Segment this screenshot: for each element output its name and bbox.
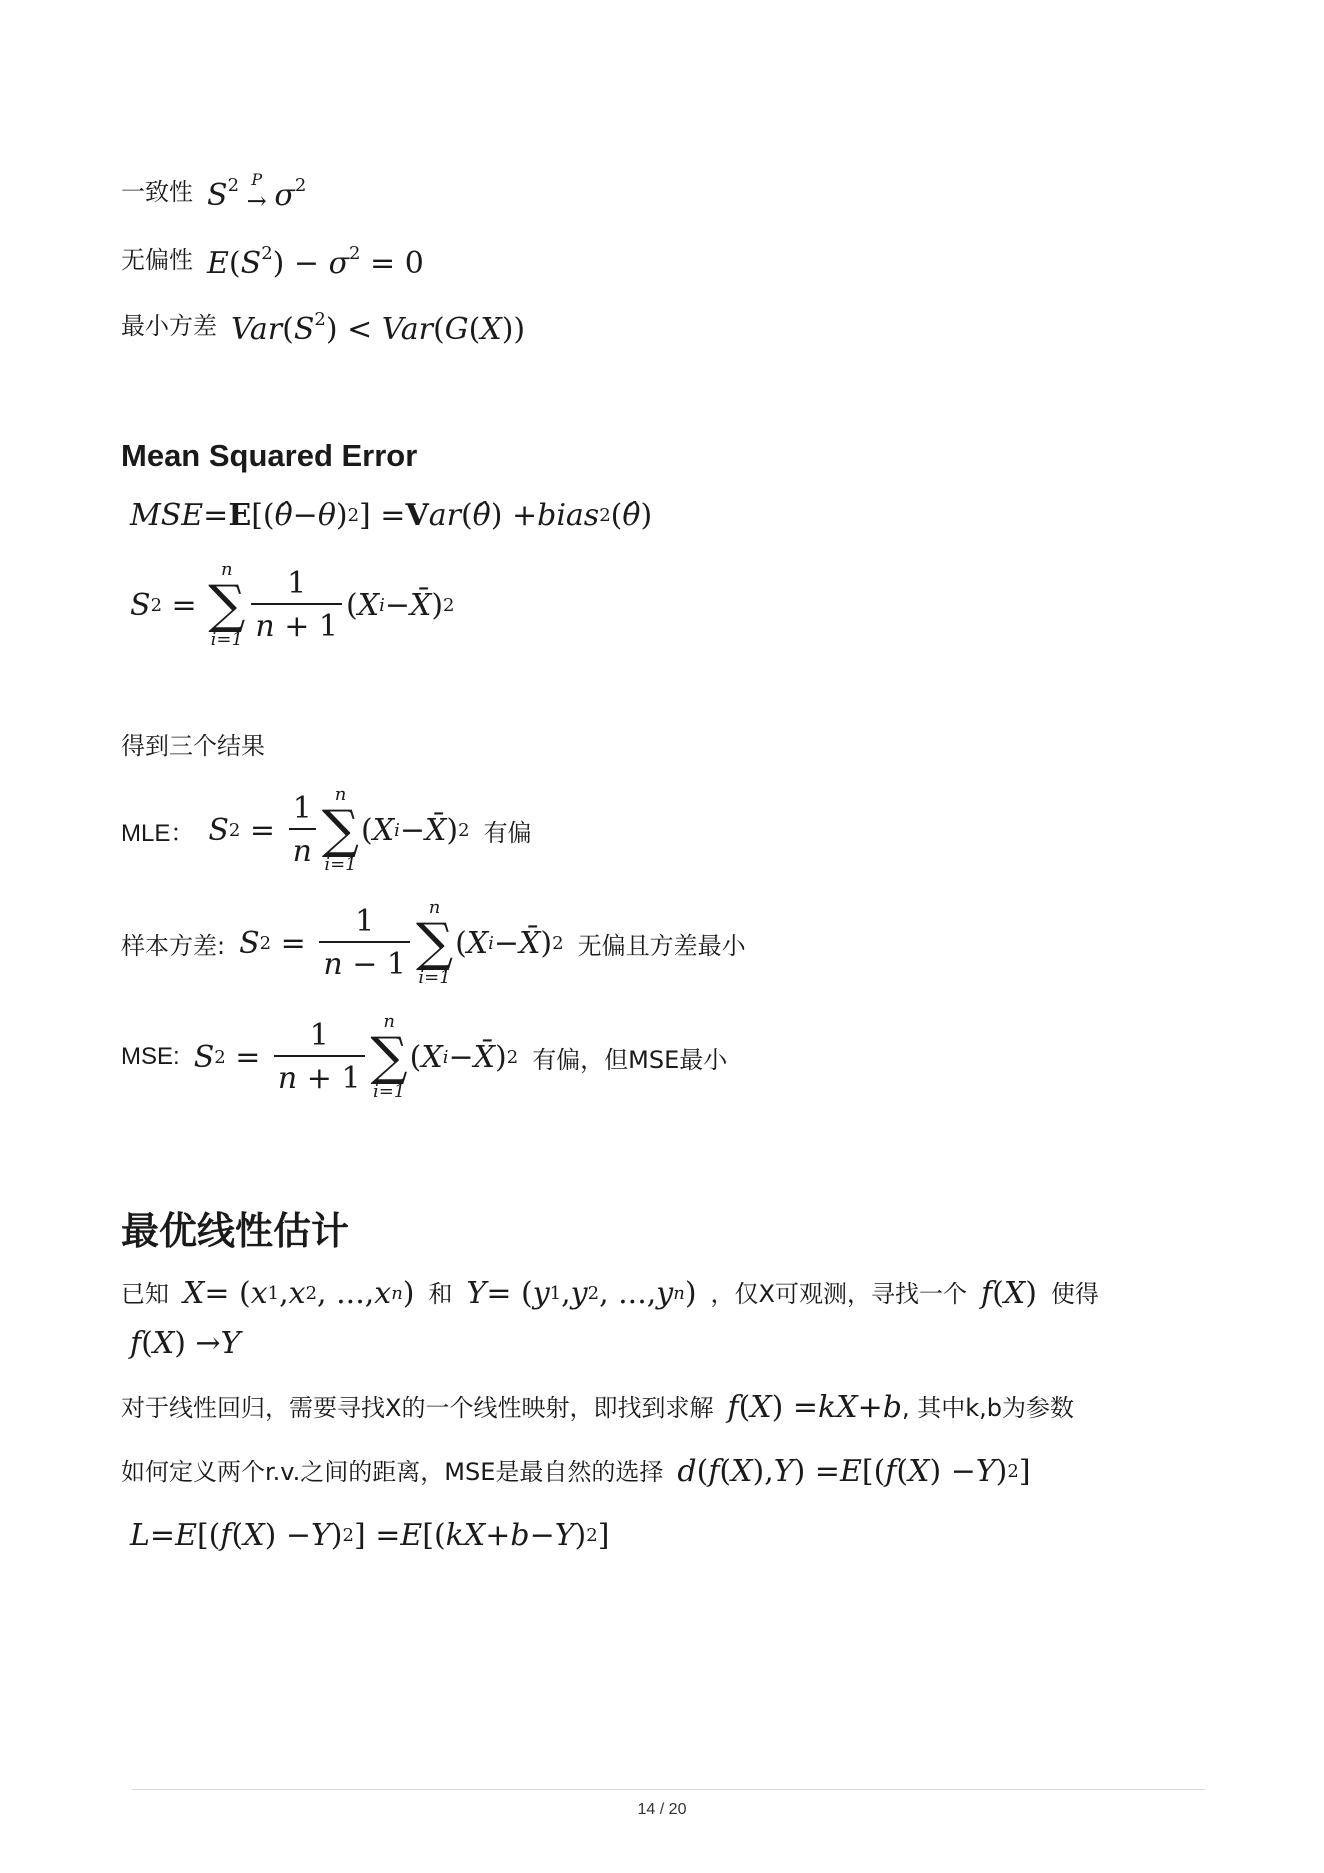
mse-estimator-line: MSE: S 2 = $\frac{1}{n + 1}$ n ∑ i=1 ( X i − X̄ ) 2 有偏，但MSE最小 — [121, 1011, 728, 1102]
linear-para-2: 对于线性回归，需要寻找X的一个线性映射，即找到求解 f ( X ) = kX + b , 其中k,b为参数 — [121, 1390, 1074, 1425]
footer-divider — [132, 1789, 1205, 1790]
mse-note: 有偏，但MSE最小 — [532, 1045, 728, 1074]
p1-text-d: 使得 — [1050, 1280, 1099, 1308]
results-intro: 得到三个结果 — [121, 732, 265, 760]
p1-text-a: 已知 — [121, 1280, 169, 1308]
unbiased-formula: $E(S^2) - \sigma^2 = 0$ — [207, 243, 424, 281]
sample-label: 样本方差: — [121, 931, 226, 960]
sample-note: 无偏且方差最小 — [577, 931, 746, 960]
linear-para-1-cont: f ( X ) → Y — [130, 1326, 241, 1361]
page-indicator: 14 / 20 — [637, 1801, 687, 1818]
s2-formula-n-plus-1: S 2 = n ∑ i=1 $\frac{1}{n + 1}$ ( X i − X̄ ) 2 — [130, 559, 455, 650]
minvar-label: 最小方差 — [121, 311, 217, 340]
consistency-label: 一致性 — [121, 177, 193, 206]
mse-heading: Mean Squared Error — [121, 438, 418, 473]
mle-note: 有偏 — [483, 818, 532, 847]
unbiased-label: 无偏性 — [121, 245, 193, 274]
consistency-line — [121, 170, 306, 213]
mse-definition: MSE = E [( θ̂ − θ ) 2 ] = V ar ( θ̂ ) + bias 2 ( θ̂ ) — [130, 498, 653, 533]
mle-label: MLE： — [121, 819, 195, 847]
consistency-formula: $S^2$ P → $\sigma^2$ — [207, 170, 307, 215]
linear-para-3: 如何定义两个r.v.之间的距离，MSE是最自然的选择 d ( f ( X ), Y ) = E [( f ( X ) − Y ) 2 ] — [121, 1454, 1031, 1489]
p3-text-a: 如何定义两个r.v.之间的距离，MSE是最自然的选择 — [121, 1458, 664, 1486]
p2-text-a: 对于线性回归，需要寻找X的一个线性映射，即找到求解 — [121, 1394, 714, 1422]
mse-label: MSE: — [121, 1043, 180, 1070]
linear-para-1: 已知 X = ( x 1 , x 2 , ..., x n ) 和 Y = ( y 1 , y 2 , ..., y n ) ，仅X可观测，寻找一个 f ( X ) 使得 — [121, 1276, 1099, 1311]
loss-formula: L = E [( f ( X ) − Y ) 2 ] = E [( kX + b − Y ) 2 ] — [130, 1518, 610, 1553]
p1-text-b: 和 — [428, 1280, 453, 1308]
p2-text-b: , 其中k,b为参数 — [901, 1394, 1074, 1422]
unbiased-line — [121, 238, 424, 281]
minvar-formula: $Var(S^2) < Var(G(X))$ — [231, 309, 526, 347]
mle-line: MLE： S 2 = $\frac{1}{n}$ n ∑ i=1 ( X i − X̄ ) 2 有偏 — [121, 784, 532, 875]
linear-heading: 最优线性估计 — [121, 1209, 350, 1253]
p1-text-c: ，仅X可观测，寻找一个 — [710, 1280, 967, 1308]
sample-variance-line: 样本方差: S 2 = $\frac{1}{n - 1}$ n ∑ i=1 ( X i − X̄ ) 2 无偏且方差最小 — [121, 897, 746, 988]
minvar-line — [121, 304, 525, 347]
